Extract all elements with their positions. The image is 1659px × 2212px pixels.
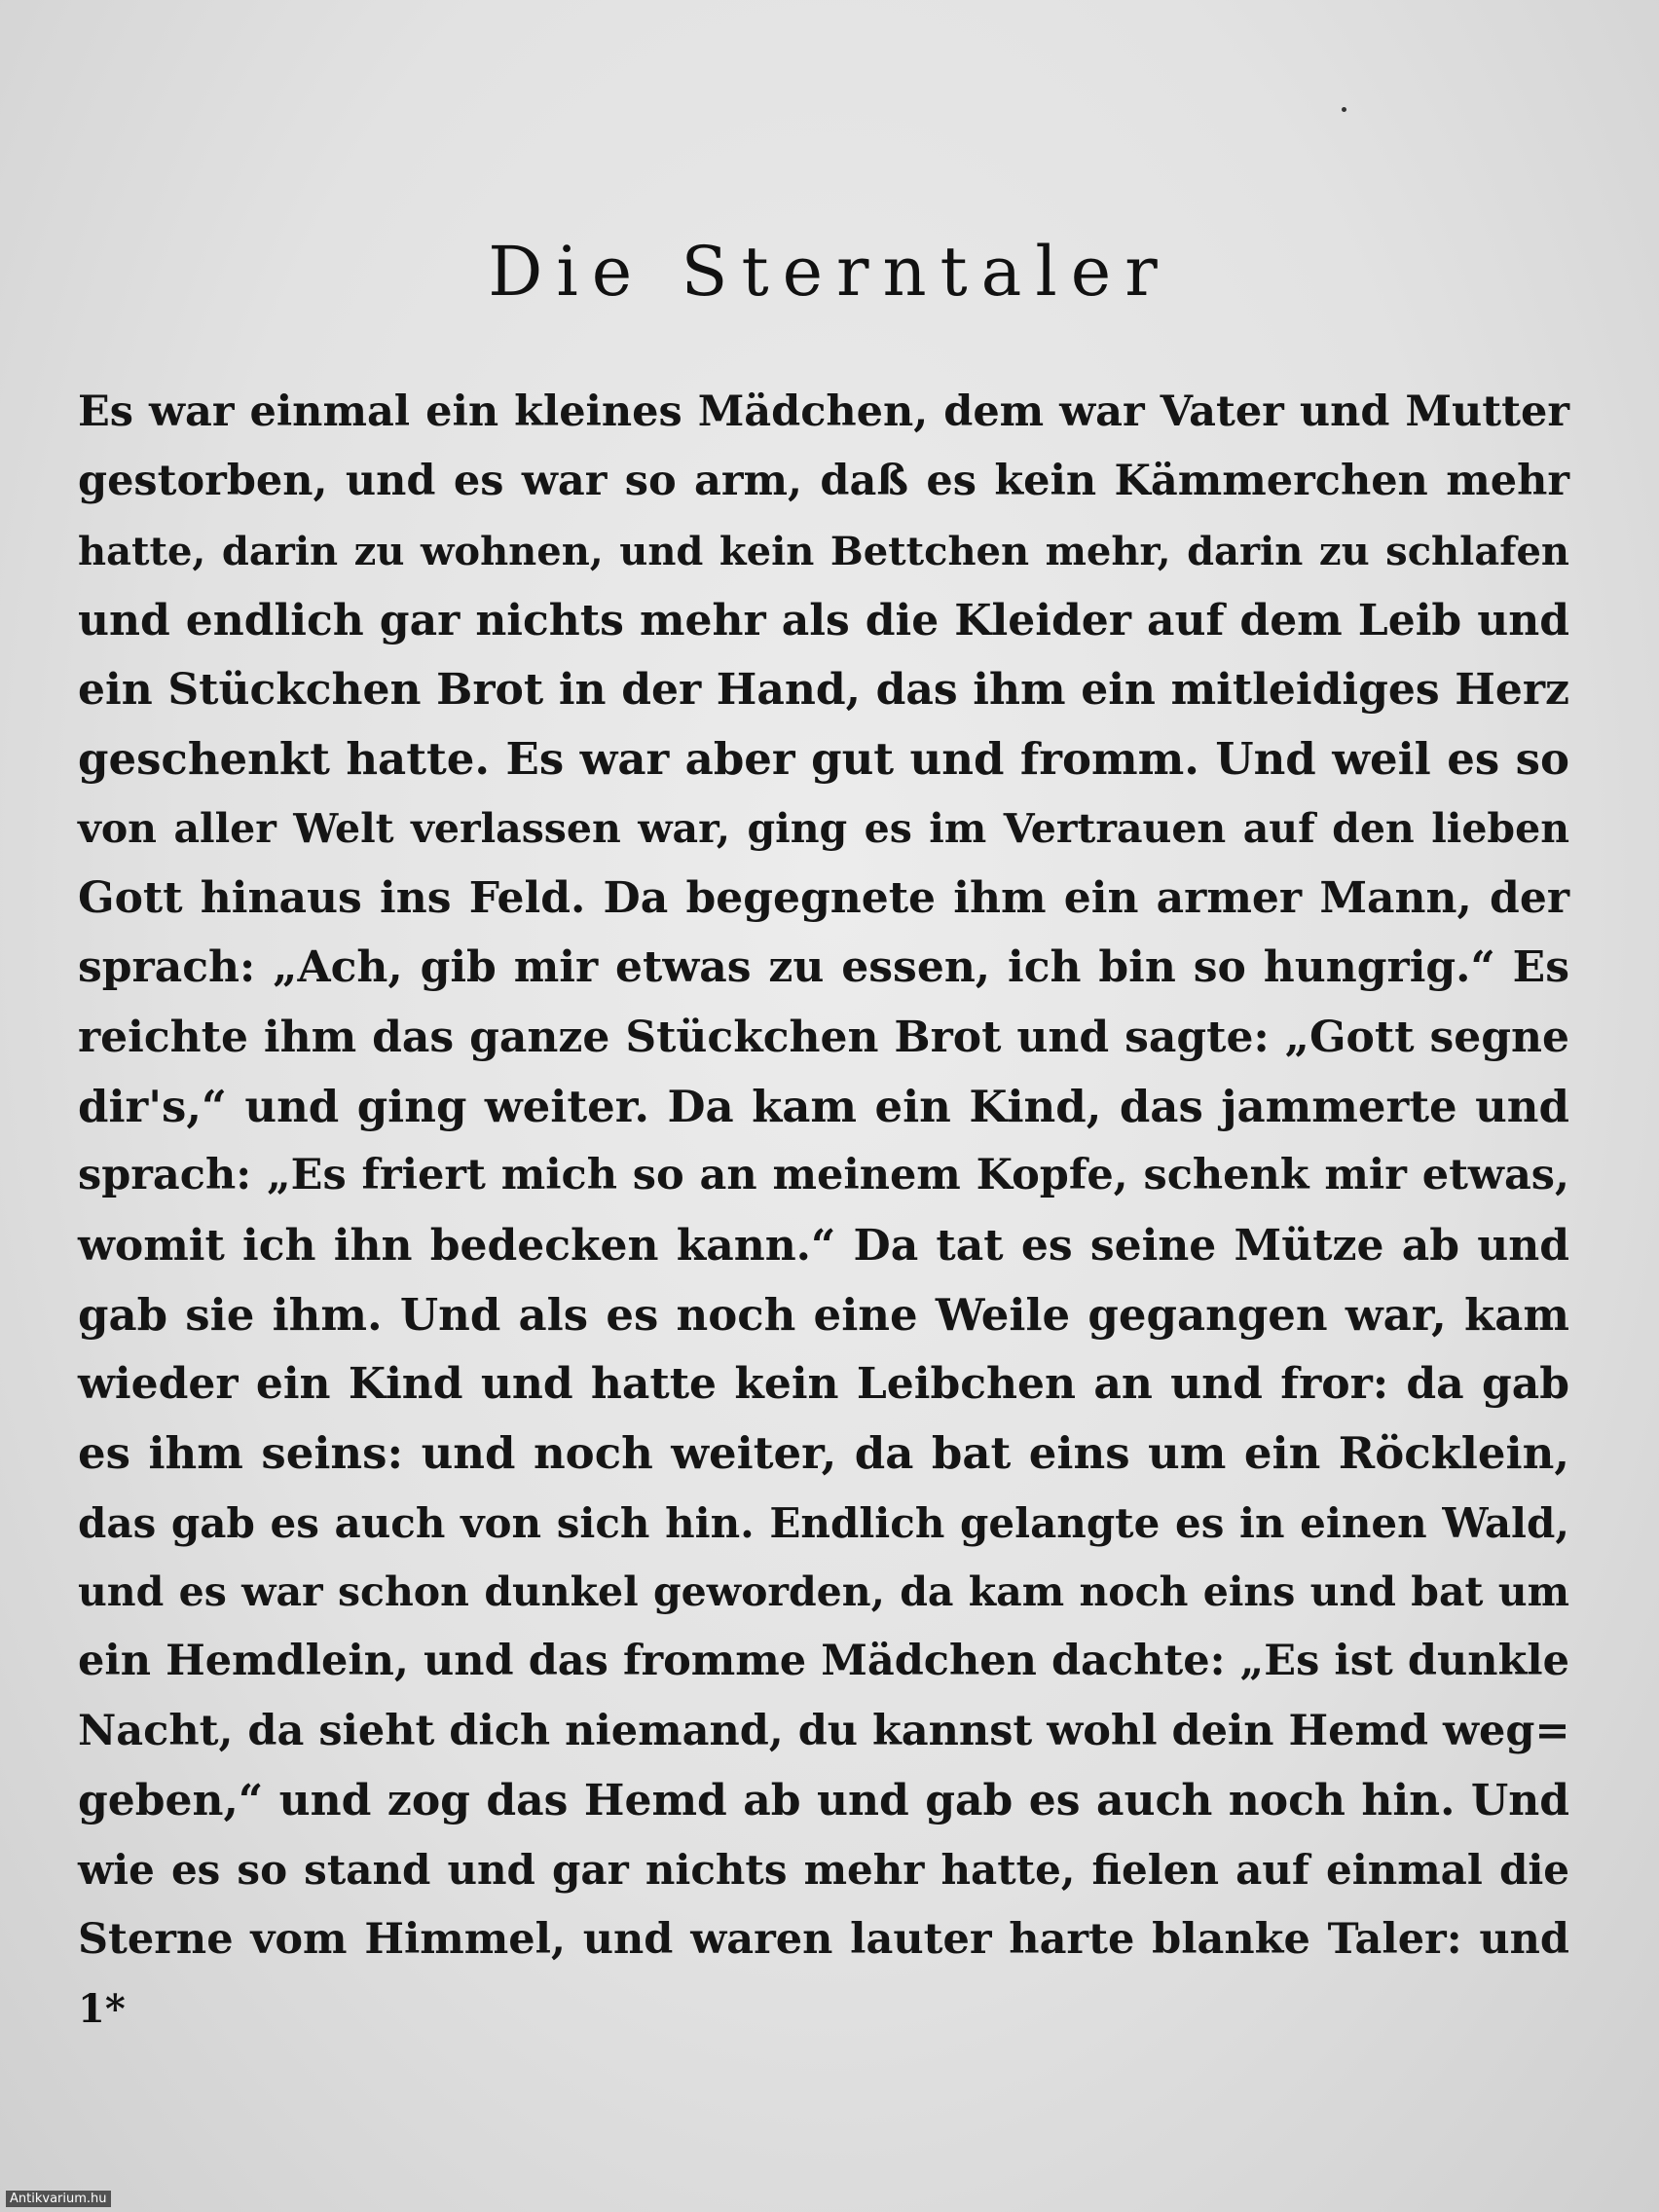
- text-line: Sterne vom Himmel, und waren lauter harte blanke Taler: und: [78, 1914, 1569, 1964]
- text-line: Gott hinaus ins Feld. Da begegnete ihm ein armer Mann, der: [78, 873, 1569, 924]
- text-line: und es war schon dunkel geworden, da kam noch eins und bat um: [78, 1568, 1569, 1616]
- text-line: es ihm seins: und noch weiter, da bat eins um ein Röcklein,: [78, 1427, 1569, 1480]
- text-line: und endlich gar nichts mehr als die Kleider auf dem Leib und: [78, 595, 1569, 645]
- text-line: das gab es auch von sich hin. Endlich gelangte es in einen Wald,: [78, 1498, 1569, 1547]
- body-text: [78, 378, 1569, 1974]
- text-line: ein Stückchen Brot in der Hand, das ihm ein mitleidiges Herz: [78, 665, 1569, 716]
- text-line: sprach: „Es friert mich so an meinem Kopfe, schenk mir etwas,: [78, 1151, 1569, 1200]
- text-line: wieder ein Kind und hatte kein Leibchen an und fror: da gab: [78, 1359, 1569, 1410]
- text-line: Es war einmal ein kleines Mädchen, dem war Vater und Mutter: [78, 387, 1569, 436]
- text-line: geschenkt hatte. Es war aber gut und fromm. Und weil es so: [78, 733, 1569, 786]
- text-line: wie es so stand und gar nichts mehr hatte, fielen auf einmal die: [78, 1846, 1569, 1895]
- ink-speck: [1342, 107, 1346, 112]
- text-line: gestorben, und es war so arm, daß es kein Kämmerchen mehr: [78, 457, 1569, 506]
- text-line: von aller Welt verlassen war, ging es im Vertrauen auf den lieben: [78, 804, 1569, 852]
- text-line: gab sie ihm. Und als es noch eine Weile gegangen war, kam: [78, 1288, 1569, 1341]
- text-line: geben,“ und zog das Hemd ab und gab es auch noch hin. Und: [78, 1775, 1569, 1825]
- text-line: hatte, darin zu wohnen, und kein Bettchen mehr, darin zu schlafen: [78, 528, 1569, 574]
- page-title: Die Sterntaler: [488, 232, 1171, 312]
- text-line: womit ich ihn bedecken kann.“ Da tat es seine Mütze ab und: [78, 1220, 1569, 1271]
- text-line: Nacht, da sieht dich niemand, du kannst wohl dein Hemd weg=: [78, 1706, 1570, 1755]
- text-line: ein Hemdlein, und das fromme Mädchen dachte: „Es ist dunkle: [78, 1637, 1569, 1686]
- signature-mark: 1*: [78, 1986, 126, 2032]
- text-line: dir's,“ und ging weiter. Da kam ein Kind, das jammerte und: [78, 1080, 1569, 1132]
- text-line: reichte ihm das ganze Stückchen Brot und sagte: „Gott segne: [78, 1012, 1569, 1062]
- watermark: Antikvarium.hu: [6, 2191, 111, 2207]
- text-line: sprach: „Ach, gib mir etwas zu essen, ich bin so hungrig.“ Es: [78, 942, 1569, 993]
